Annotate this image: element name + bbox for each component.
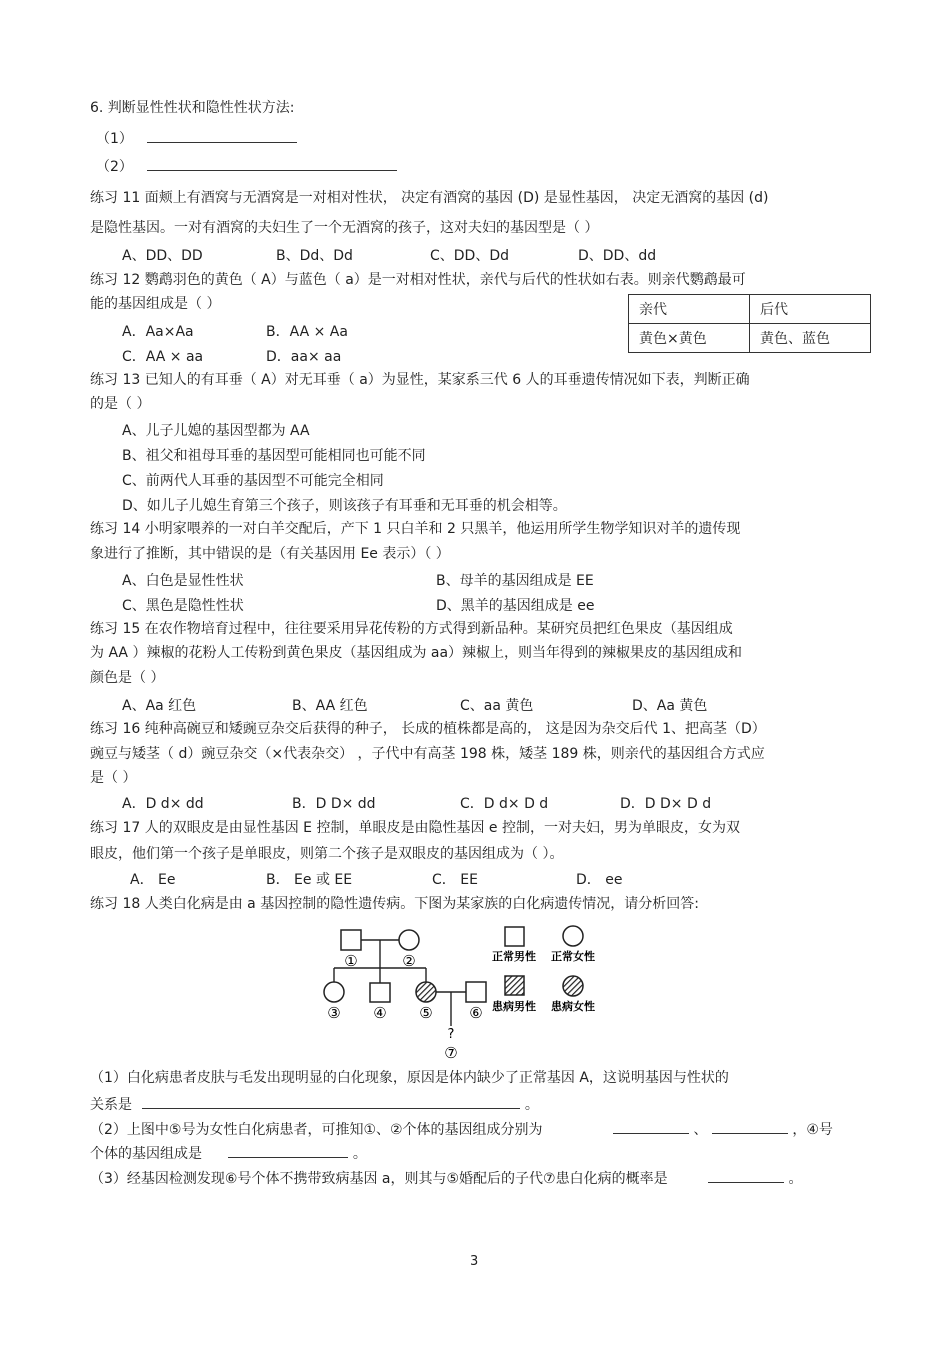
- q17-option-a[interactable]: A． Ee: [130, 872, 176, 888]
- label-5: ⑤: [419, 1004, 433, 1022]
- individual-5-affected-female: [416, 982, 436, 1002]
- q13-option-d[interactable]: D、如儿子儿媳生育第三个孩子，则该孩子有耳垂和无耳垂的机会相等。: [122, 498, 567, 514]
- q12-line1: 练习 12 鹦鹉羽色的黄色（ A）与蓝色（ a）是一对相对性状，亲代与后代的性状如右表。则亲代鹦鹉最可: [90, 272, 746, 288]
- q11-option-b[interactable]: B、Dd、Dd: [276, 248, 353, 264]
- q17-option-d[interactable]: D． ee: [576, 872, 623, 888]
- individual-3-normal-female: [324, 982, 344, 1002]
- q11-line2: 是隐性基因。一对有酒窝的夫妇生了一个无酒窝的孩子，这对夫妇的基因型是（ ）: [90, 220, 599, 236]
- label-2: ②: [402, 952, 416, 970]
- q17-option-b[interactable]: B． Ee 或 EE: [266, 872, 353, 888]
- q14-option-d[interactable]: D、黑羊的基因组成是 ee: [436, 598, 595, 614]
- legend-normal-female-icon: [563, 926, 583, 946]
- q16-option-a[interactable]: A．D d× dd: [122, 796, 204, 812]
- item1-label: （1）: [96, 131, 133, 147]
- label-6: ⑥: [469, 1004, 483, 1022]
- q16-option-b[interactable]: B．D D× dd: [292, 796, 376, 812]
- q14-option-a[interactable]: A、白色是显性性状: [122, 573, 244, 589]
- section6-item1: [96, 128, 297, 149]
- q18-part2-tail: ，④号: [792, 1122, 833, 1138]
- q18-part1-blank[interactable]: [142, 1094, 520, 1109]
- q12-option-c[interactable]: C．AA × aa: [122, 349, 204, 365]
- item2-label: （2）: [96, 159, 133, 175]
- individual-1-normal-male: [341, 930, 361, 950]
- individual-6-normal-male: [466, 982, 486, 1002]
- q12-option-a[interactable]: A．Aa×Aa: [122, 324, 194, 340]
- q16-line1: 练习 16 纯种高碗豆和矮豌豆杂交后获得的种子， 长成的植株都是高的， 这是因为杂交后代 1、把高茎（D）: [90, 721, 766, 737]
- q13-option-a[interactable]: A、儿子儿媳的基因型都为 AA: [122, 423, 310, 439]
- individual-2-normal-female: [399, 930, 419, 950]
- q13-line2: 的是（ ）: [90, 396, 151, 412]
- legend-normal-female-label: 正常女性: [551, 950, 595, 963]
- q17-line1: 练习 17 人的双眼皮是由显性基因 E 控制，单眼皮是由隐性基因 e 控制，一对夫妇，男为单眼皮，女为双: [90, 820, 740, 836]
- q18-part1-end: 。: [524, 1097, 539, 1113]
- section6-heading: 6. 判断显性性状和隐性性状方法:: [90, 100, 295, 116]
- table-cell-parent: 黄色×黄色: [629, 324, 750, 353]
- q18-part2-sep: 、: [693, 1122, 708, 1138]
- q14-line2: 象进行了推断，其中错误的是（有关基因用 Ee 表示）（ ）: [90, 546, 450, 562]
- q13-option-c[interactable]: C、前两代人耳垂的基因型不可能完全相同: [122, 473, 384, 489]
- q14-option-c[interactable]: C、黑色是隐性性状: [122, 598, 244, 614]
- q18-part2-line2: [90, 1143, 367, 1164]
- q12-option-b[interactable]: B．AA × Aa: [266, 324, 348, 340]
- legend-normal-male-icon: [505, 927, 524, 946]
- label-3: ③: [327, 1004, 341, 1022]
- q18-part2-blank-3[interactable]: [228, 1143, 348, 1158]
- q13-line1: 练习 13 已知人的有耳垂（ A）对无耳垂（ a）为显性，某家系三代 6 人的耳垂遗传情况如下表，判断正确: [90, 372, 750, 388]
- legend-affected-male-label: 患病男性: [492, 1000, 536, 1013]
- q18-part2-lead: （2）上图中⑤号为女性白化病患者，可推知①、②个体的基因组成分别为: [90, 1122, 543, 1138]
- item2-blank[interactable]: [147, 156, 397, 171]
- q18-line1: 练习 18 人类白化病是由 a 基因控制的隐性遗传病。下图为某家族的白化病遗传情况，请分析回答:: [90, 896, 699, 912]
- q16-option-d[interactable]: D．D D× D d: [620, 796, 712, 812]
- q15-line3: 颜色是（ ）: [90, 670, 165, 686]
- q18-part2-blank-2[interactable]: [712, 1119, 788, 1134]
- section6-item2: [96, 156, 397, 177]
- table-header-offspring: 后代: [750, 295, 871, 324]
- legend-affected-male-icon: [505, 976, 524, 995]
- q15-option-a[interactable]: A、Aa 红色: [122, 698, 197, 714]
- q15-option-d[interactable]: D、Aa 黄色: [632, 698, 708, 714]
- q18-part3-line1: [90, 1168, 803, 1189]
- q15-option-b[interactable]: B、AA 红色: [292, 698, 368, 714]
- q16-option-c[interactable]: C．D d× D d: [460, 796, 549, 812]
- legend-affected-female-label: 患病女性: [551, 1000, 595, 1013]
- label-7: ⑦: [444, 1044, 458, 1062]
- label-4: ④: [373, 1004, 387, 1022]
- q16-line2: 豌豆与矮茎（ d）豌豆杂交（×代表杂交） ，子代中有高茎 198 株，矮茎 189 株，则亲代的基因组合方式应: [90, 746, 765, 762]
- pedigree-chart: [322, 922, 622, 1064]
- q18-part1-line2: [90, 1094, 539, 1115]
- q13-option-b[interactable]: B、祖父和祖母耳垂的基因型可能相同也可能不同: [122, 448, 426, 464]
- q14-line1: 练习 14 小明家喂养的一对白羊交配后，产下 1 只白羊和 2 只黑羊，他运用所学生物学知识对羊的遗传现: [90, 521, 741, 537]
- q15-option-c[interactable]: C、aa 黄色: [460, 698, 534, 714]
- q14-option-b[interactable]: B、母羊的基因组成是 EE: [436, 573, 594, 589]
- q11-option-c[interactable]: C、DD、Dd: [430, 248, 510, 264]
- q18-part2-lead2: 个体的基因组成是: [90, 1146, 202, 1162]
- q12-parent-offspring-table: [628, 294, 871, 353]
- q11-line1: 练习 11 面颊上有酒窝与无酒窝是一对相对性状， 决定有酒窝的基因 (D) 是显性基因， 决定无酒窝的基因 (d): [90, 190, 769, 206]
- q18-part2-line1: [90, 1119, 833, 1140]
- q17-option-c[interactable]: C． EE: [432, 872, 478, 888]
- q18-part3-lead: （3）经基因检测发现⑥号个体不携带致病基因 a，则其与⑤婚配后的子代⑦患白化病的概率是: [90, 1171, 668, 1187]
- q12-option-d[interactable]: D．aa× aa: [266, 349, 342, 365]
- q16-line3: 是（ ）: [90, 770, 137, 786]
- q18-part2-blank-1[interactable]: [613, 1119, 689, 1134]
- q18-part1-lead: 关系是: [90, 1097, 132, 1113]
- q18-part1-line1: （1）白化病患者皮肤与毛发出现明显的白化现象，原因是体内缺少了正常基因 A，这说明基因与性状的: [90, 1070, 729, 1086]
- q18-part3-end: 。: [788, 1171, 803, 1187]
- item1-blank[interactable]: [147, 128, 297, 143]
- individual-4-normal-male: [370, 983, 390, 1002]
- offspring-question-mark: ?: [447, 1027, 455, 1042]
- q17-line2: 眼皮，他们第一个孩子是单眼皮，则第二个孩子是双眼皮的基因组成为（ ）。: [90, 846, 564, 862]
- label-1: ①: [344, 952, 358, 970]
- table-header-parent: 亲代: [629, 295, 750, 324]
- q18-part2-end: 。: [352, 1146, 367, 1162]
- q11-option-d[interactable]: D、DD、dd: [578, 248, 657, 264]
- q15-line1: 练习 15 在农作物培育过程中，往往要采用异花传粉的方式得到新品种。某研究员把红色果皮（基因组成: [90, 621, 733, 637]
- legend-normal-male-label: 正常男性: [492, 950, 536, 963]
- legend-affected-female-icon: [563, 976, 583, 996]
- q11-option-a[interactable]: A、DD、DD: [122, 248, 203, 264]
- page-number: 3: [470, 1254, 479, 1269]
- q12-line2: 能的基因组成是（ ）: [90, 296, 221, 312]
- q15-line2: 为 AA ）辣椒的花粉人工传粉到黄色果皮（基因组成为 aa）辣椒上，则当年得到的辣椒果皮的基因组成和: [90, 645, 743, 661]
- q18-part3-blank[interactable]: [708, 1168, 784, 1183]
- table-cell-offspring: 黄色、蓝色: [750, 324, 871, 353]
